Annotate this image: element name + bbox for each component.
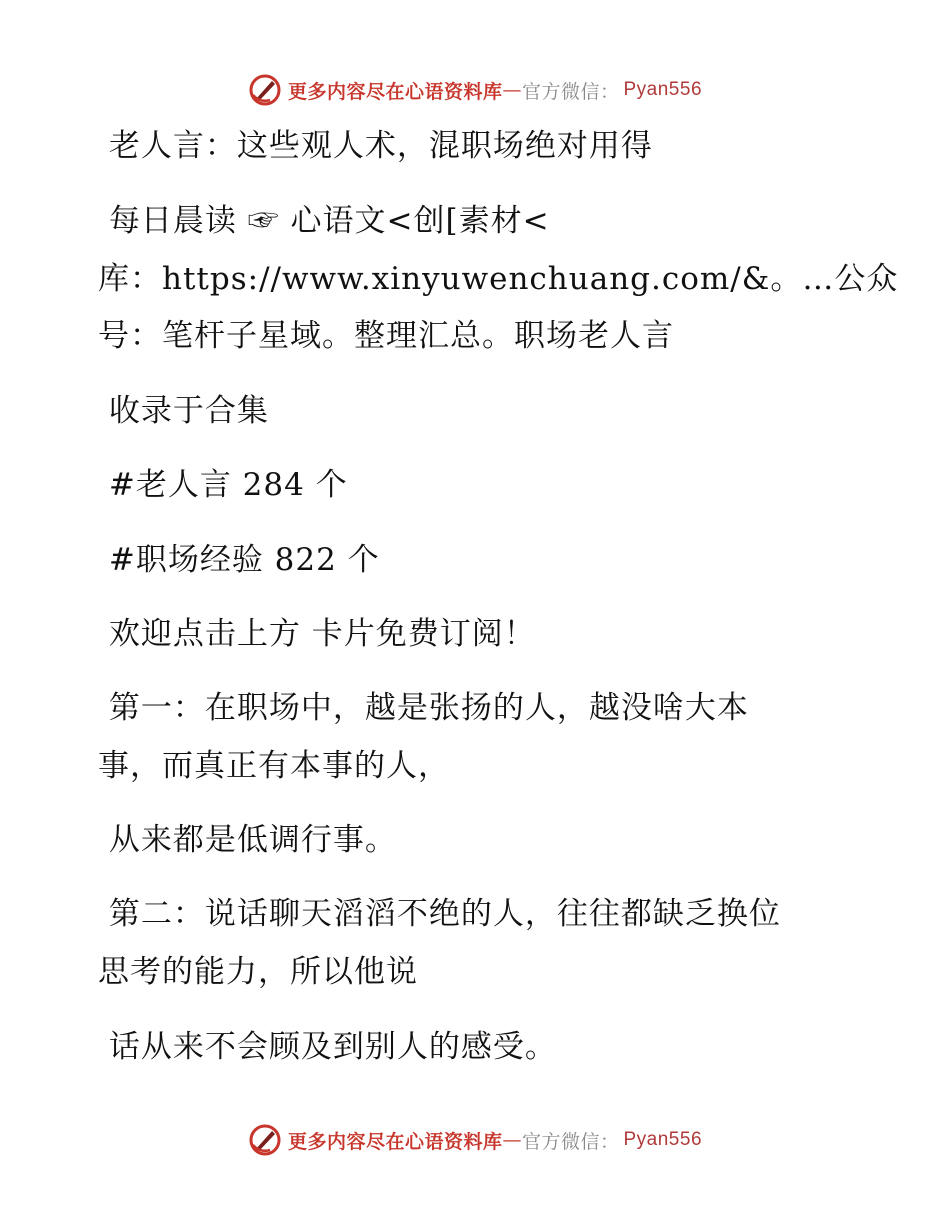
doc-title: 老人言：这些观人术，混职场绝对用得 xyxy=(98,128,653,164)
watermark-wechat-label: 官方微信： xyxy=(521,80,620,103)
watermark-text: 更多内容尽在心语资料库 xyxy=(287,1130,503,1153)
doc-line: 第二：说话聊天滔滔不绝的人，往往都缺乏换位 xyxy=(98,896,781,932)
doc-tag: #职场经验 822 个 xyxy=(98,542,380,578)
doc-tag: #老人言 284 个 xyxy=(98,467,348,503)
doc-line: 思考的能力，所以他说 xyxy=(98,954,418,990)
watermark-dash: — xyxy=(502,1129,522,1151)
watermark-text: 更多内容尽在心语资料库 xyxy=(287,80,503,103)
quill-logo-icon xyxy=(248,1123,282,1157)
doc-line: 从来都是低调行事。 xyxy=(98,822,397,858)
doc-line: 第一：在职场中，越是张扬的人，越没啥大本 xyxy=(98,690,749,726)
doc-line: 收录于合集 xyxy=(98,393,269,429)
watermark-wechat-id: Pyan556 xyxy=(623,1129,703,1150)
doc-line: 每日晨读 ☞ 心语文<创[素材< xyxy=(98,203,550,239)
doc-line: 欢迎点击上方 卡片免费订阅！ xyxy=(98,616,536,652)
footer-watermark xyxy=(0,1120,950,1160)
doc-line: 话从来不会顾及到别人的感受。 xyxy=(98,1029,557,1065)
watermark-wechat-label: 官方微信： xyxy=(521,1130,620,1153)
doc-line: 号：笔杆子星域。整理汇总。职场老人言 xyxy=(98,318,674,354)
doc-line: 事，而真正有本事的人， xyxy=(98,748,450,784)
watermark-wechat-id: Pyan556 xyxy=(623,79,703,100)
watermark-dash: — xyxy=(502,79,522,101)
doc-line: 库：https://www.xinyuwenchuang.com/&。…公众 xyxy=(98,261,899,297)
